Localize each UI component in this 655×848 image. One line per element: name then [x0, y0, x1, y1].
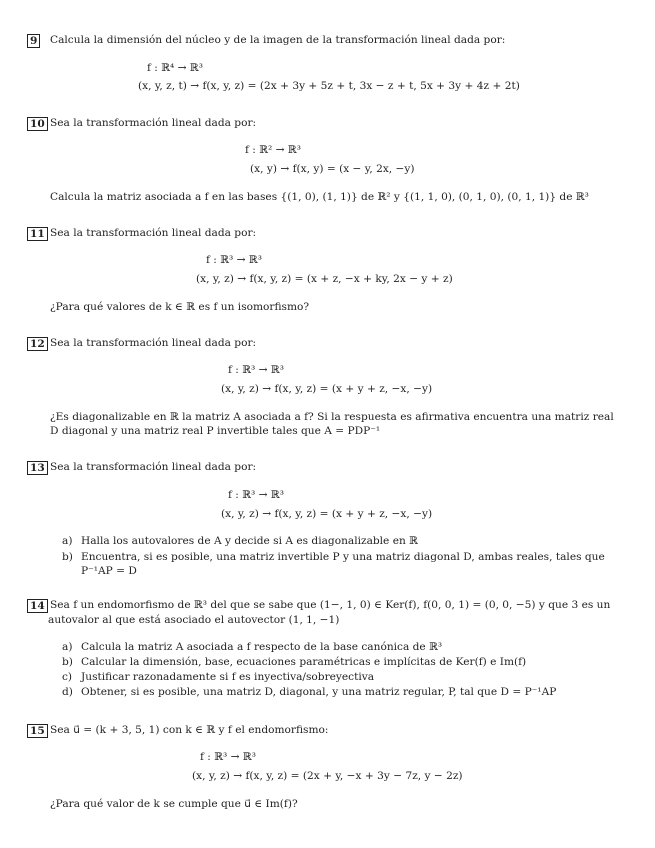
formula-line: f : ℝ³ → ℝ³: [228, 364, 284, 376]
exercise-question: ¿Para qué valor de k se cumple que u⃗ ∈ Im(f)?: [50, 798, 298, 810]
list-marker: d): [62, 686, 73, 698]
exercise-question: Calcula la matriz asociada a f en las bases {(1, 0), (1, 1)} de ℝ² y {(1, 1, 0), (0, 1, 0), (0, 1, 1)} de ℝ³: [50, 191, 589, 203]
list-item-text: Halla los autovalores de A y decide si A es diagonalizable en ℝ: [81, 535, 418, 547]
formula-line: (x, y, z) → f(x, y, z) = (x + y + z, −x, −y): [221, 508, 433, 520]
list-marker: c): [62, 671, 73, 683]
exercise-number: 14: [27, 599, 48, 613]
exercise-statement: Sea la transformación lineal dada por:: [50, 337, 257, 349]
exercise-statement: Calcula la dimensión del núcleo y de la imagen de la transformación lineal dada por:: [50, 34, 506, 46]
list-item-text: Calcular la dimensión, base, ecuaciones paramétricas e implícitas de Ker(f) e Im(f): [81, 656, 527, 668]
list-item-text: Calcula la matriz A asociada a f respecto de la base canónica de ℝ³: [81, 641, 443, 653]
formula-line: (x, y, z) → f(x, y, z) = (x + z, −x + ky, 2x − y + z): [196, 273, 453, 285]
formula-line: (x, y) → f(x, y) = (x − y, 2x, −y): [250, 163, 415, 175]
list-marker: a): [62, 535, 73, 547]
list-marker: a): [62, 641, 73, 653]
exercise-statement: Sea u⃗ = (k + 3, 5, 1) con k ∈ ℝ y f el endomorfismo:: [50, 724, 329, 736]
exercise-question: ¿Para qué valores de k ∈ ℝ es f un isomorfismo?: [50, 301, 310, 313]
exercise-number: 13: [27, 461, 48, 475]
exercise-number: 15: [27, 724, 48, 738]
exercise-statement: Sea f un endomorfismo de ℝ³ del que se sabe que (1−, 1, 0) ∈ Ker(f), f(0, 0, 1) = (0, 0, −5) y que 3 es un: [50, 599, 611, 611]
formula-line: f : ℝ³ → ℝ³: [206, 254, 262, 266]
exercise-question: ¿Es diagonalizable en ℝ la matriz A asociada a f? Si la respuesta es afirmativa encuentra una matriz real: [50, 411, 614, 423]
list-marker: b): [62, 656, 73, 668]
exercise-question: D diagonal y una matriz real P invertible tales que A = PDP⁻¹: [50, 425, 381, 437]
exercise-number: 10: [27, 117, 48, 131]
list-item-text: Obtener, si es posible, una matriz D, diagonal, y una matriz regular, P, tal que D = P⁻¹AP: [81, 686, 557, 698]
list-item-text: Justificar razonadamente si f es inyectiva/sobreyectiva: [81, 671, 375, 683]
formula-line: (x, y, z) → f(x, y, z) = (2x + y, −x + 3y − 7z, y − 2z): [192, 770, 463, 782]
formula-line: f : ℝ³ → ℝ³: [228, 489, 284, 501]
formula-line: f : ℝ² → ℝ³: [245, 144, 301, 156]
exercise-number: 11: [27, 227, 48, 241]
list-item-text-continued: P⁻¹AP = D: [81, 565, 137, 577]
formula-line: f : ℝ⁴ → ℝ³: [147, 62, 203, 74]
exercise-number: 9: [27, 34, 40, 48]
exercise-statement: Sea la transformación lineal dada por:: [50, 227, 257, 239]
list-marker: b): [62, 551, 73, 563]
exercise-number: 12: [27, 337, 48, 351]
list-item-text: Encuentra, si es posible, una matriz invertible P y una matriz diagonal D, ambas reales, tales que: [81, 551, 605, 563]
exercise-statement-continued: autovalor al que está asociado el autovector (1, 1, −1): [48, 614, 340, 626]
formula-line: (x, y, z) → f(x, y, z) = (x + y + z, −x, −y): [221, 383, 433, 395]
exercise-statement: Sea la transformación lineal dada por:: [50, 461, 257, 473]
formula-line: (x, y, z, t) → f(x, y, z) = (2x + 3y + 5z + t, 3x − z + t, 5x + 3y + 4z + 2t): [138, 80, 520, 92]
list-item: [62, 551, 629, 579]
exercise-statement: Sea la transformación lineal dada por:: [50, 117, 257, 129]
formula-line: f : ℝ³ → ℝ³: [200, 751, 256, 763]
